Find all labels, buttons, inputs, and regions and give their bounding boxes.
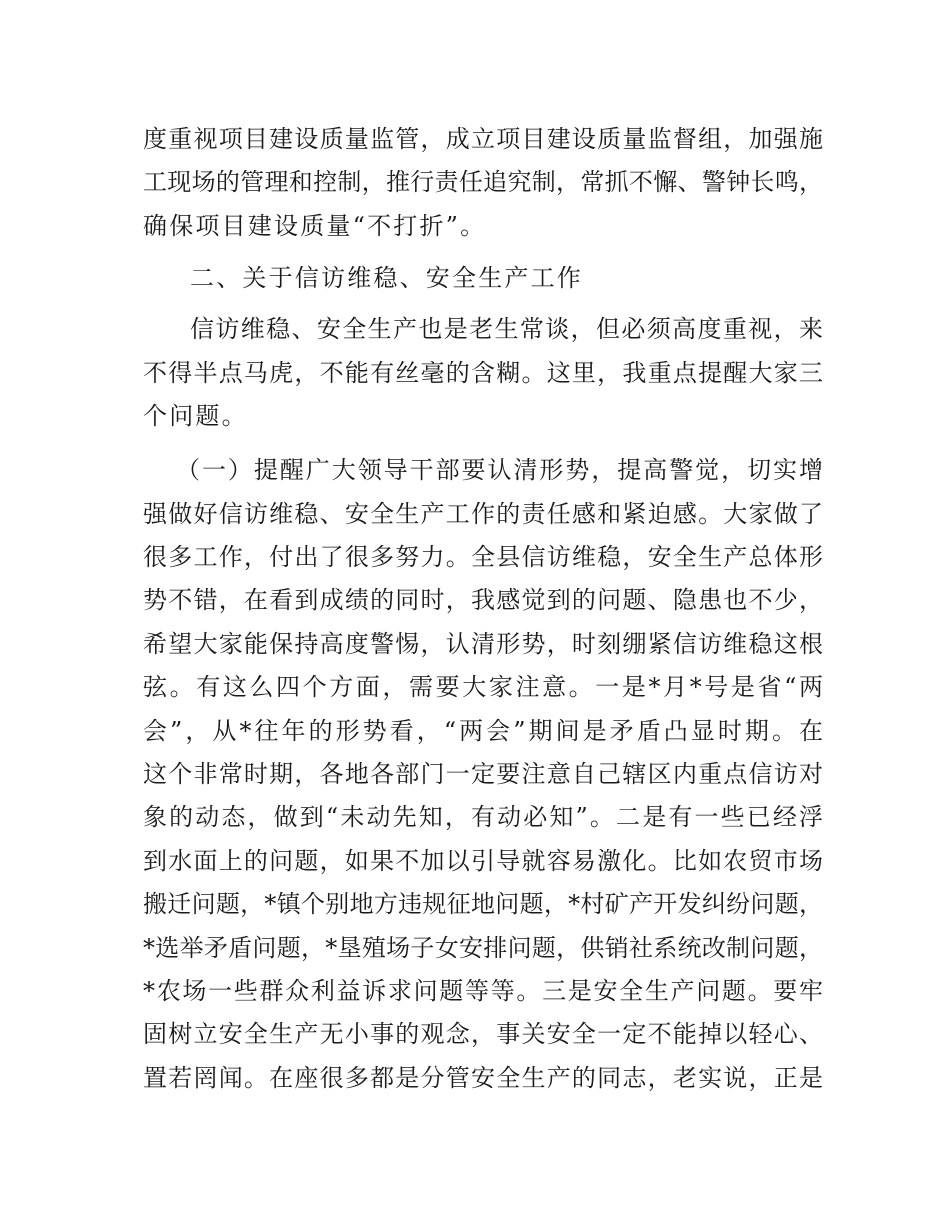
- body-text-line: 不得半点马虎，不能有丝毫的含糊。这里，我重点提醒大家三: [143, 359, 823, 387]
- section-heading: 二、关于信访维稳、安全生产工作: [190, 264, 583, 292]
- body-text-line: 固树立安全生产无小事的观念，事关安全一定不能掉以轻心、: [143, 1020, 823, 1048]
- body-text-line: *选举矛盾问题，*垦殖场子女安排问题，供销社系统改制问题，: [143, 934, 823, 962]
- body-text-line: 弦。有这么四个方面，需要大家注意。一是*月*号是省“两: [143, 673, 823, 701]
- body-text-line: 个问题。: [143, 402, 248, 430]
- body-text-line: 希望大家能保持高度警惕，认清形势，时刻绷紧信访维稳这根: [143, 630, 823, 658]
- body-text-line: 这个非常时期，各地各部门一定要注意自己辖区内重点信访对: [143, 760, 823, 788]
- body-text-line: 置若罔闻。在座很多都是分管安全生产的同志，老实说，正是: [143, 1064, 823, 1092]
- body-text-line: 会”，从*往年的形势看，“两会”期间是矛盾凸显时期。在: [143, 717, 823, 745]
- body-text-line: 很多工作，付出了很多努力。全县信访维稳，安全生产总体形: [143, 543, 823, 571]
- body-text-line: 势不错，在看到成绩的同时，我感觉到的问题、隐患也不少，: [143, 586, 823, 614]
- body-text-line: 工现场的管理和控制，推行责任追究制，常抓不懈、警钟长鸣，: [143, 168, 823, 196]
- subsection-heading-line: （一）提醒广大领导干部要认清形势，提高警觉，切实增: [176, 456, 823, 484]
- body-text-line: 搬迁问题，*镇个别地方违规征地问题，*村矿产开发纠纷问题，: [143, 890, 823, 918]
- body-text-line: 度重视项目建设质量监管，成立项目建设质量监督组，加强施: [143, 125, 823, 153]
- body-text-line: 强做好信访维稳、安全生产工作的责任感和紧迫感。大家做了: [143, 500, 823, 528]
- body-text-line: 信访维稳、安全生产也是老生常谈，但必须高度重视，来: [190, 315, 823, 343]
- body-text-line: *农场一些群众利益诉求问题等等。三是安全生产问题。要牢: [143, 977, 823, 1005]
- body-text-line: 到水面上的问题，如果不加以引导就容易激化。比如农贸市场: [143, 847, 823, 875]
- body-text-line: 确保项目建设质量“不打折”。: [143, 212, 487, 240]
- body-text-line: 象的动态，做到“未动先知，有动必知”。二是有一些已经浮: [143, 803, 823, 831]
